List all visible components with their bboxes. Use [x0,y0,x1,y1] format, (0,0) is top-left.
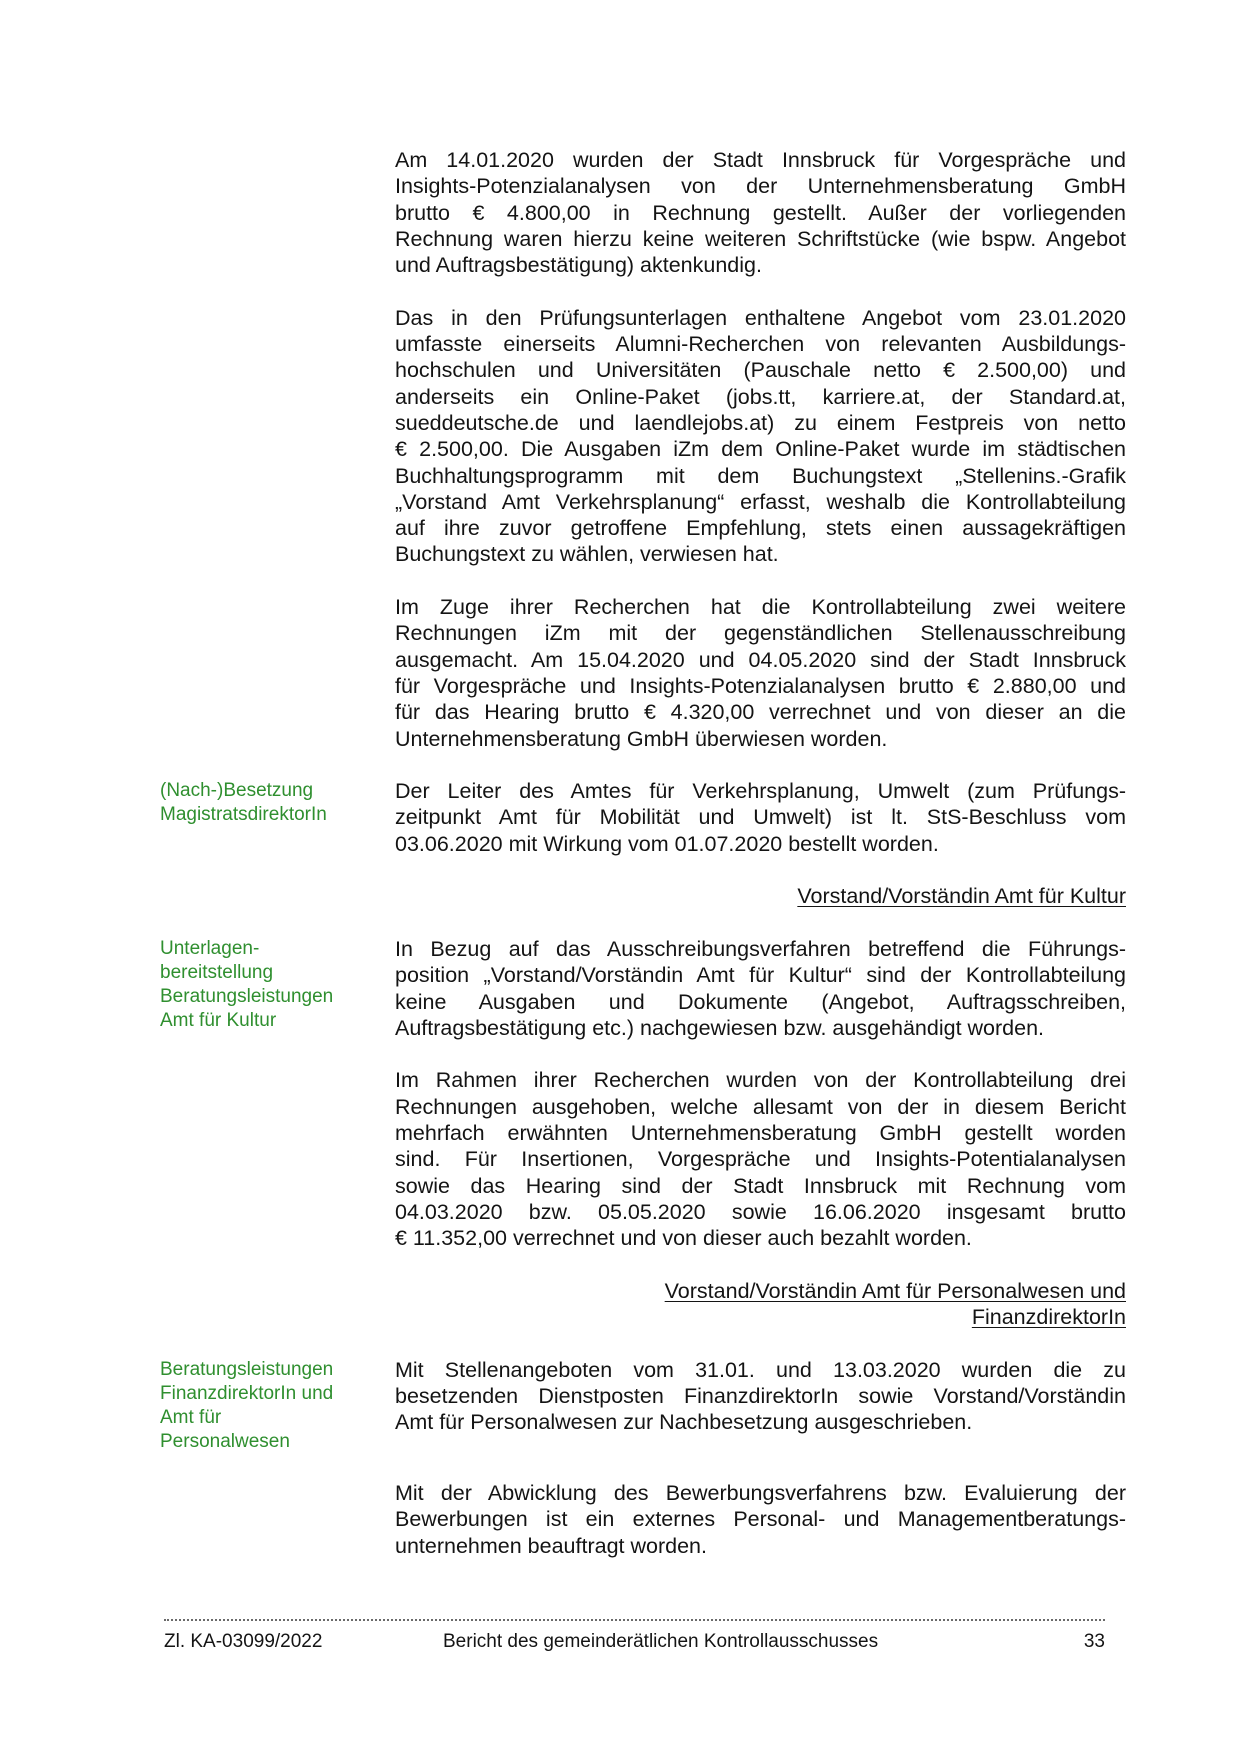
paragraph-line: Unternehmensberatung GmbH überwiesen worden. [395,726,888,751]
paragraph-line: Im Rahmen ihrer Recherchen wurden von der Kontrollabteilung drei [395,1068,1126,1093]
section-row [160,305,1126,568]
paragraph-line: umfasste einerseits Alumni-Recherchen von relevanten Ausbildungs- [395,332,1126,357]
page-footer [164,1630,1105,1654]
paragraph-line: sind. Für Insertionen, Vorgespräche und Insights-Potentialanalysen [395,1147,1126,1172]
margin-note-line: Amt für [160,1406,222,1428]
paragraph-line: Das in den Prüfungsunterlagen enthaltene Angebot vom 23.01.2020 [395,305,1126,330]
paragraph-line: Der Leiter des Amtes für Verkehrsplanung, Umwelt (zum Prüfungs- [395,779,1126,804]
paragraph-line: und Auftragsbestätigung) aktenkundig. [395,253,762,278]
paragraph-line: für Vorgespräche und Insights-Potenzialanalysen brutto € 2.880,00 und [395,673,1126,698]
section-heading-text: Vorstand/Vorständin Amt für Kultur [797,884,1126,909]
page-number: 33 [1083,1631,1105,1652]
footer-divider [164,1619,1105,1621]
margin-note-empty [160,1067,395,1251]
margin-note-line: (Nach-)Besetzung [160,780,314,802]
paragraph-appointment [395,778,1126,857]
paragraph-line: 03.06.2020 mit Wirkung vom 01.07.2020 bestellt worden. [395,831,939,856]
section-row [160,147,1126,278]
paragraph-line: € 2.500,00. Die Ausgaben iZm dem Online-Paket wurde im städtischen [395,437,1126,462]
paragraph-line: mehrfach erwähnten Unternehmensberatung GmbH gestellt worden [395,1120,1126,1145]
paragraph-job-postings [395,1357,1126,1454]
section-row [160,1357,1126,1454]
margin-note [160,936,395,1041]
section-heading-text: FinanzdirektorIn [971,1305,1126,1330]
section-heading-text: Vorstand/Vorständin Amt für Personalwesen und [664,1278,1126,1303]
paragraph-culture-tender [395,936,1126,1041]
section-row [160,1278,1126,1331]
section-row [160,936,1126,1041]
paragraph-line: Auftragsbestätigung etc.) nachgewiesen bzw. ausgehändigt worden. [395,1015,1045,1040]
margin-note-empty [160,594,395,752]
section-row [160,883,1126,909]
paragraph-line: sueddeutsche.de und laendlejobs.at) zu einem Festpreis von netto [395,410,1126,435]
section-heading [395,883,1136,909]
margin-note-line: Beratungsleistungen [160,1358,334,1380]
margin-note-empty [160,305,395,568]
paragraph-further-invoices [395,594,1126,752]
paragraph-line: Buchhaltungsprogramm mit dem Buchungstext „Stellenins.-Grafik [395,463,1126,488]
paragraph-line: Mit Stellenangeboten vom 31.01. und 13.03.2020 wurden die zu [395,1357,1126,1382]
margin-note-line: MagistratsdirektorIn [160,804,327,826]
section-row [160,1480,1126,1559]
paragraph-line: auf ihre zuvor getroffene Empfehlung, stets einen aussagekräftigen [395,516,1126,541]
paragraph-line: Rechnungen ausgehoben, welche allesamt von der in diesem Bericht [395,1094,1126,1119]
margin-note-line: Beratungsleistungen [160,985,334,1007]
margin-note-empty [160,147,395,278]
section-heading-line [395,883,1126,909]
paragraph-line: Am 14.01.2020 wurden der Stadt Innsbruck für Vorgespräche und [395,148,1126,172]
section-heading-line [395,1278,1126,1304]
margin-note [160,778,395,857]
paragraph-line: Buchungstext zu wählen, verwiesen hat. [395,542,779,567]
section-row [160,594,1126,752]
paragraph-invoice-january [395,147,1126,278]
paragraph-line: Im Zuge ihrer Recherchen hat die Kontrollabteilung zwei weitere [395,595,1126,620]
margin-note-empty [160,1480,395,1559]
paragraph-line: Insights-Potenzialanalysen von der Unternehmensberatung GmbH [395,174,1126,199]
margin-note-line: bereitstellung [160,961,274,983]
paragraph-line: für das Hearing brutto € 4.320,00 verrechnet und von dieser an die [395,700,1126,725]
paragraph-line: position „Vorstand/Vorständin Amt für Kultur“ sind der Kontrollabteilung [395,963,1126,988]
paragraph-line: besetzenden Dienstposten FinanzdirektorIn sowie Vorstand/Vorständin [395,1383,1126,1408]
paragraph-line: Rechnung waren hierzu keine weiteren Schriftstücke (wie bspw. Angebot [395,226,1126,251]
margin-note-line: Personalwesen [160,1430,290,1452]
margin-note-line: Amt für Kultur [160,1009,277,1031]
report-body [160,147,1126,1559]
paragraph-recruitment-consulting [395,1480,1126,1559]
paragraph-line: anderseits ein Online-Paket (jobs.tt, karriere.at, der Standard.at, [395,384,1126,409]
paragraph-line: ausgemacht. Am 15.04.2020 und 04.05.2020 sind der Stadt Innsbruck [395,647,1126,672]
margin-note-line: FinanzdirektorIn und [160,1382,334,1404]
paragraph-line: Amt für Personalwesen zur Nachbesetzung ausgeschrieben. [395,1410,973,1435]
paragraph-line: In Bezug auf das Ausschreibungsverfahren betreffend die Führungs- [395,936,1126,961]
paragraph-line: keine Ausgaben und Dokumente (Angebot, Auftragsschreiben, [395,989,1126,1014]
paragraph-line: Mit der Abwicklung des Bewerbungsverfahrens bzw. Evaluierung der [395,1480,1126,1505]
paragraph-line: Bewerbungen ist ein externes Personal- und Managementberatungs- [395,1507,1126,1532]
paragraph-line: zeitpunkt Amt für Mobilität und Umwelt) ist lt. StS-Beschluss vom [395,805,1126,830]
section-heading [395,1278,1136,1331]
paragraph-offer [395,305,1126,568]
paragraph-line: Rechnungen iZm mit der gegenständlichen Stellenausschreibung [395,621,1126,646]
margin-note [160,1357,395,1454]
margin-note-empty [160,1278,395,1331]
footer-reference: Zl. KA-03099/2022 [164,1631,323,1652]
footer-title: Bericht des gemeinderätlichen Kontrollausschusses [443,1631,879,1652]
margin-note-line: Unterlagen- [160,937,260,959]
paragraph-line: „Vorstand Amt Verkehrsplanung“ erfasst, weshalb die Kontrollabteilung [395,489,1126,514]
paragraph-line: € 11.352,00 verrechnet und von dieser auch bezahlt worden. [395,1226,972,1251]
paragraph-line: hochschulen und Universitäten (Pauschale netto € 2.500,00) und [395,358,1126,383]
margin-note-empty [160,883,395,909]
paragraph-culture-invoices [395,1067,1126,1251]
paragraph-line: sowie das Hearing sind der Stadt Innsbruck mit Rechnung vom [395,1173,1126,1198]
paragraph-line: 04.03.2020 bzw. 05.05.2020 sowie 16.06.2020 insgesamt brutto [395,1199,1126,1224]
section-heading-line [395,1304,1126,1330]
paragraph-line: unternehmen beauftragt worden. [395,1533,707,1558]
section-row [160,1067,1126,1251]
paragraph-line: brutto € 4.800,00 in Rechnung gestellt. Außer der vorliegenden [395,200,1126,225]
section-row [160,778,1126,857]
